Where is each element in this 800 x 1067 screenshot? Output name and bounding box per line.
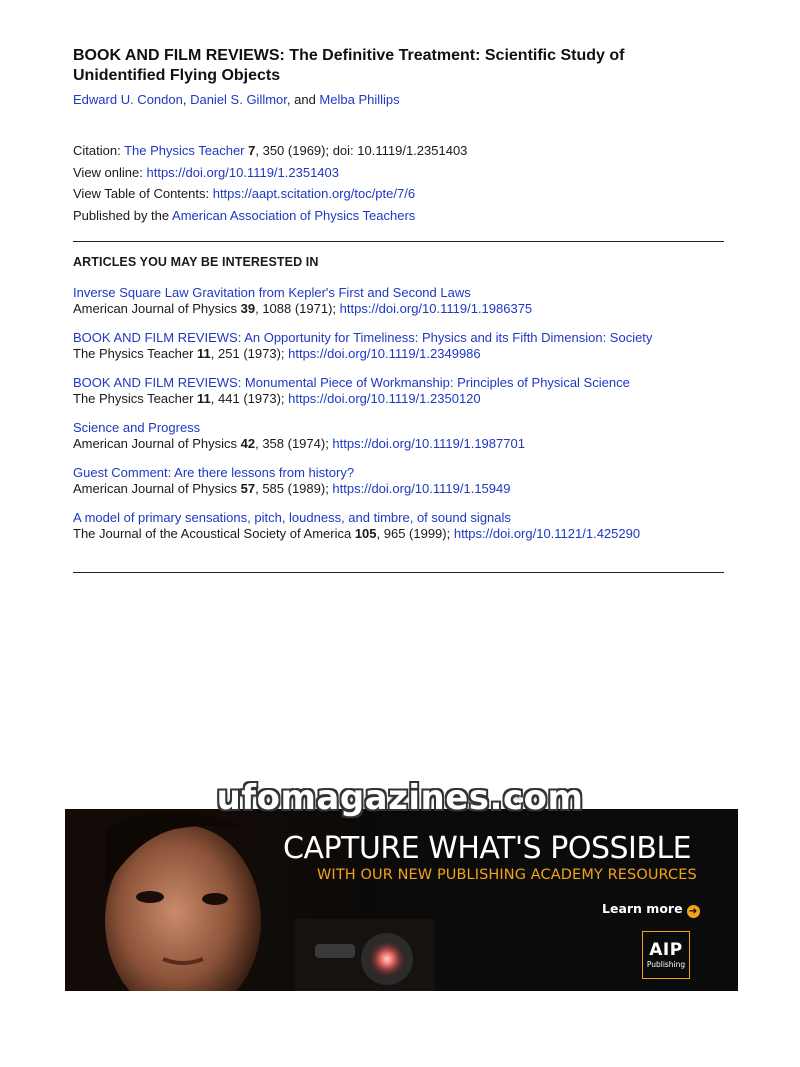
- citation-label: Citation:: [73, 143, 125, 158]
- citation-details: , 350 (1969); doi: 10.1119/1.2351403: [255, 143, 468, 158]
- journal-link[interactable]: The Physics Teacher: [124, 143, 245, 158]
- toc-link[interactable]: https://aapt.scitation.org/toc/pte/7/6: [212, 186, 416, 202]
- author-separator: ,: [182, 92, 191, 107]
- logo-main-text: AIP: [649, 940, 683, 960]
- divider-bottom: [73, 572, 724, 573]
- aip-publishing-logo[interactable]: [642, 931, 690, 979]
- related-article-volume: 105: [354, 526, 377, 541]
- citation-line: [73, 140, 467, 162]
- related-article-title-link[interactable]: BOOK AND FILM REVIEWS: An Opportunity for Timeliness: Physics and its Fifth Dimension: Society: [73, 330, 653, 345]
- logo-sub-text: Publishing: [646, 960, 686, 969]
- related-article-title-link[interactable]: Science and Progress: [73, 420, 201, 435]
- related-article: [73, 375, 733, 420]
- related-article-journal: American Journal of Physics: [73, 481, 241, 496]
- related-article-title-link[interactable]: A model of primary sensations, pitch, loudness, and timbre, of sound signals: [73, 510, 511, 525]
- related-article-title-link[interactable]: Guest Comment: Are there lessons from history?: [73, 465, 355, 480]
- related-article-doi-link[interactable]: https://doi.org/10.1119/1.15949: [332, 481, 511, 496]
- related-article: [73, 510, 733, 555]
- related-article: [73, 420, 733, 465]
- ad-headline: CAPTURE WHAT'S POSSIBLE: [283, 831, 692, 866]
- related-article-details: , 251 (1973);: [210, 346, 289, 361]
- related-articles-heading: ARTICLES YOU MAY BE INTERESTED IN: [73, 255, 319, 269]
- related-article-details: , 358 (1974);: [255, 436, 333, 451]
- learn-more-label: Learn more: [602, 901, 683, 916]
- related-article: [73, 465, 733, 510]
- related-article-volume: 11: [197, 346, 211, 361]
- related-article-details: , 585 (1989);: [255, 481, 333, 496]
- citation-block: [73, 140, 467, 227]
- related-article: [73, 285, 733, 330]
- related-article-title-link[interactable]: Inverse Square Law Gravitation from Kepler's First and Second Laws: [73, 285, 471, 300]
- publisher-link[interactable]: American Association of Physics Teachers: [172, 208, 416, 224]
- arrow-right-icon: ➔: [687, 905, 700, 918]
- ad-subheadline: WITH OUR NEW PUBLISHING ACADEMY RESOURCES: [317, 867, 697, 883]
- toc-label: View Table of Contents:: [73, 186, 213, 202]
- related-article-volume: 57: [240, 481, 256, 496]
- divider-top: [73, 241, 724, 242]
- related-article-journal: The Physics Teacher: [73, 391, 198, 406]
- ad-banner[interactable]: [65, 809, 738, 991]
- related-article-details: , 1088 (1971);: [255, 301, 340, 316]
- related-article-doi-link[interactable]: https://doi.org/10.1119/1.1987701: [332, 436, 525, 451]
- related-article-details: , 965 (1999);: [376, 526, 454, 541]
- view-online-label: View online:: [73, 164, 147, 180]
- related-article-volume: 42: [240, 436, 256, 451]
- related-article-doi-link[interactable]: https://doi.org/10.1121/1.425290: [453, 526, 641, 541]
- author-list: [73, 92, 400, 108]
- related-article-volume: 39: [240, 301, 256, 316]
- publisher-label: Published by the: [73, 208, 173, 224]
- view-online-line: [73, 162, 467, 184]
- author-link-condon[interactable]: Edward U. Condon: [73, 92, 183, 107]
- related-article-doi-link[interactable]: https://doi.org/10.1119/1.2350120: [288, 391, 481, 406]
- related-article-doi-link[interactable]: https://doi.org/10.1119/1.1986375: [339, 301, 533, 316]
- related-article-volume: 11: [197, 391, 211, 406]
- author-link-gillmor[interactable]: Daniel S. Gillmor: [190, 92, 287, 107]
- related-article-details: , 441 (1973);: [210, 391, 289, 406]
- related-article-doi-link[interactable]: https://doi.org/10.1119/1.2349986: [288, 346, 481, 361]
- citation-volume: 7: [248, 143, 256, 158]
- publisher-line: [73, 205, 467, 227]
- related-articles-list: [73, 285, 733, 555]
- related-article-journal: American Journal of Physics: [73, 436, 241, 451]
- article-title: BOOK AND FILM REVIEWS: The Definitive Treatment: Scientific Study of Unidentified Flying Objects: [73, 47, 625, 84]
- view-online-link[interactable]: https://doi.org/10.1119/1.2351403: [146, 164, 339, 180]
- author-link-phillips[interactable]: Melba Phillips: [319, 92, 400, 107]
- watermark-text: ufomagazines.com: [216, 778, 584, 818]
- related-article-journal: The Journal of the Acoustical Society of America: [73, 526, 355, 541]
- learn-more-button[interactable]: [602, 901, 700, 918]
- related-article-title-link[interactable]: BOOK AND FILM REVIEWS: Monumental Piece of Workmanship: Principles of Physical Science: [73, 375, 630, 390]
- toc-line: [73, 183, 467, 205]
- related-article: [73, 330, 733, 375]
- related-article-journal: The Physics Teacher: [73, 346, 198, 361]
- related-article-journal: American Journal of Physics: [73, 301, 241, 316]
- author-separator: , and: [286, 92, 320, 107]
